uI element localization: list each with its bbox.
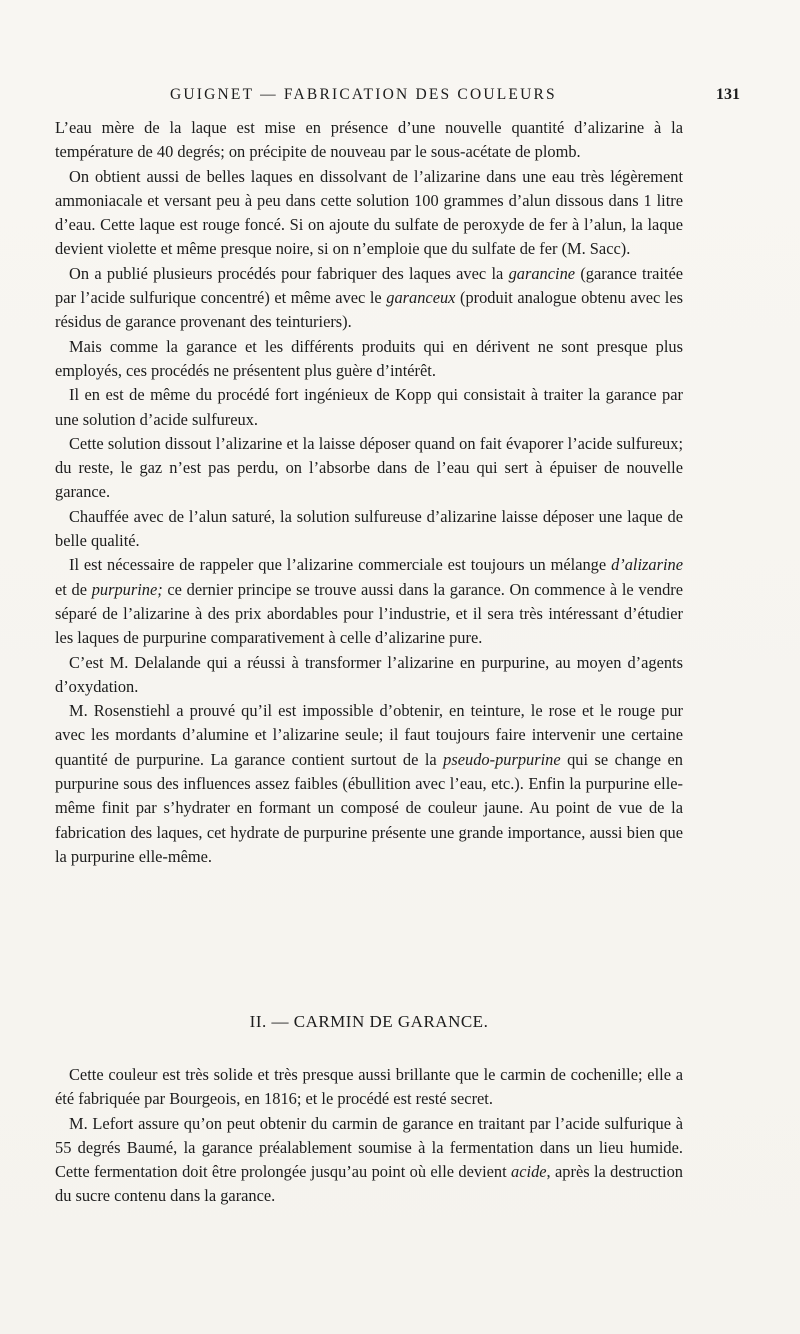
text-run: qui se change en purpurine sous des influences assez faibles (ébullition avec l’eau, etc.). Enfin la purpurine elle-même finit par s’hydrater en formant un composé de couleur jaune. Au point de vue de la fabrication des laques, cet hydrate de purpurine présente une grande importance, aussi bien que la purpurine elle-même. — [55, 749, 683, 866]
italic-run: garancine — [508, 263, 576, 283]
text-run: et de — [55, 579, 92, 599]
section-heading: II. — CARMIN DE GARANCE. — [249, 1012, 489, 1031]
paragraph: Cette couleur est très solide et très presque aussi brillante que le carmin de cochenille; elle a été fabriquée par Bourgeois, en 1816; et le procédé est resté secret. — [55, 1065, 683, 1109]
paragraph: Mais comme la garance et les différents produits qui en dérivent ne sont presque plus employés, ces procédés ne présentent plus guère d’intérêt. — [55, 336, 683, 380]
italic-run: pseudo-purpurine — [443, 749, 561, 769]
paragraph: C’est M. Delalande qui a réussi à transformer l’alizarine en purpurine, au moyen d’agents d’oxydation. — [55, 652, 683, 696]
paragraph: Cette solution dissout l’alizarine et la laisse déposer quand on fait évaporer l’acide sulfureux; du reste, le gaz n’est pas perdu, on l’absorbe dans de l’eau qui sert à épuiser de nouvelle garance. — [55, 433, 683, 502]
italic-run: garanceux — [386, 288, 456, 308]
running-header — [150, 86, 740, 110]
italic-run: purpurine; — [91, 579, 163, 599]
text-run: On a publié plusieurs procédés pour fabriquer des laques avec la — [69, 263, 509, 283]
text-run: Il est nécessaire de rappeler que l’alizarine commerciale est toujours un mélange — [69, 555, 612, 575]
paragraph — [55, 699, 683, 869]
text-run: M. Rosenstiehl a prouvé qu’il est impossible d’obtenir, en teinture, le rose et le rouge pur avec les mordants d’alumine et l’alizarine seule; il faut toujours faire intervenir une certaine quantité de purpurine. La garance contient surtout de la — [55, 701, 683, 769]
italic-run: d’alizarine — [611, 555, 683, 575]
paragraph: L’eau mère de la laque est mise en présence d’une nouvelle quantité d’alizarine à la température de 40 degrés; on précipite de nouveau par le sous-acétate de plomb. — [55, 118, 683, 162]
paragraph — [55, 553, 683, 650]
main-text — [55, 116, 683, 869]
section-text — [55, 1063, 683, 1209]
running-title: GUIGNET — FABRICATION DES COULEURS — [170, 86, 557, 103]
paragraph: Il en est de même du procédé fort ingénieux de Kopp qui consistait à traiter la garance par une solution d’acide sulfureux. — [55, 385, 683, 429]
paragraph — [55, 1112, 683, 1209]
text-run: (garance traitée par l’acide sulfurique concentré) et même avec le — [55, 263, 683, 308]
text-run: M. Lefort assure qu’on peut obtenir du carmin de garance en traitant par l’acide sulfurique à 55 degrés Baumé, la garance préalablement soumise à la fermentation dans un lieu humide. Cette fermentation doit être prolongée jusqu’au point où elle devient — [55, 1113, 683, 1182]
paragraph: Chauffée avec de l’alun saturé, la solution sulfureuse d’alizarine laisse déposer une laque de belle qualité. — [55, 506, 683, 551]
paragraph — [55, 262, 683, 335]
page-number: 131 — [716, 86, 740, 103]
paragraph: On obtient aussi de belles laques en dissolvant de l’alizarine dans une eau très légèrement ammoniacale et versant peu à peu dans cette solution 100 grammes d’alun dissous dans 1 litre d’eau. Cette laque est rouge foncé. Si on ajoute du sulfate de peroxyde de fer à l’alun, la laque devient violette et même presque noire, si on n’emploie que du sulfate de fer (M. Sacc). — [55, 166, 683, 259]
text-run: ce dernier principe se trouve aussi dans la garance. On commence à le vendre séparé de l’alizarine à des prix abordables pour l’industrie, et il sera très intéressant d’étudier les laques de purpurine comparativement à celle d’alizarine pure. — [55, 579, 683, 648]
italic-run: acide — [511, 1162, 547, 1182]
text-run: (produit analogue obtenu avec les résidus de garance provenant des teinturiers). — [55, 288, 684, 332]
text-run: , après la destruction du sucre contenu dans la garance. — [55, 1162, 683, 1206]
